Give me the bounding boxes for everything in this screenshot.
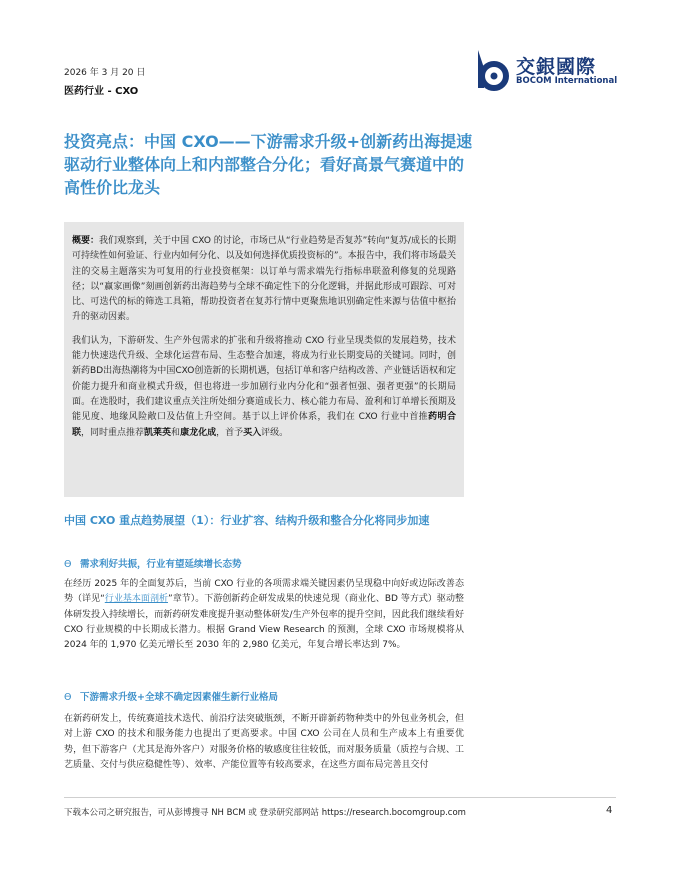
- logo-english-name: BOCOM International: [516, 76, 618, 86]
- body-paragraph-2: 在新药研发上，传统赛道技术迭代、前沿疗法突破瓶颈，不断开辟新药物种类中的外包业务机会，但对上游 CXO 的技术和服务能力也提出了更高要求。中国 CXO 公司在人员和生产成本上有重要优势，但下游客户（尤其是海外客户）对服务价格的敏感度往往较低，而对服务质量（质控与合规、工艺质量、交付与供应稳健性等）、效率、产能位置等有较高要求，在这些方面布局完善且交付: [64, 714, 464, 770]
- recommended-company-1: 凯莱英: [144, 427, 172, 438]
- body-paragraph-1: [64, 577, 464, 653]
- bullet-heading-2-text: 下游需求升级+全球不确定因素催生新行业格局: [80, 692, 278, 703]
- summary-paragraph-2: [72, 334, 456, 441]
- summary-p2-text-e: 评级。: [261, 427, 289, 438]
- bullet-heading-1-text: 需求利好共振，行业有望延续增长态势: [80, 559, 242, 570]
- summary-p2-text-a: 我们认为，下游研发、生产外包需求的扩张和升级将推动 CXO 行业呈现类似的发展趋势，技术能力快速迭代升级、全球化运营布局、生态整合加速，将成为行业长期变局的关键词。同时，创新药BD出海热潮将为中国CXO创造新的长期机遇，包括订单和客户结构改善、产业链话语权和定价能力提升和商业模式升级，但也将进一步加剧行业内分化和“强者恒强、强者更强”的长期局面。在选股时，我们建议重点关注所处细分赛道成长力、核心能力布局、盈利和订单增长预期及能见度、地缘风险敞口及估值上升空间。基于以上评价体系，我们在 CXO 行业中首推: [72, 335, 456, 423]
- para1-text-a: 在经历 2025 年的全面复苏后，当前 CXO 行业的各项需求端关键因素仍呈现稳中向好或边际改善态势（详见“: [64, 579, 464, 605]
- summary-label: 概要：: [72, 236, 100, 246]
- top-pick-company: 药明合联: [72, 412, 456, 438]
- summary-p2-text-c: 和: [171, 427, 181, 438]
- report-date: 2026 年 3 月 20 日: [64, 68, 146, 78]
- rating-label: 买入: [243, 427, 262, 438]
- logo-chinese-name: 交銀國際: [516, 56, 597, 78]
- footer-download-note: 下载本公司之研究报告，可从彭博搜寻 NH BCM 或 登录研究部网站 https://research.bocomgroup.com: [64, 808, 466, 818]
- footer-divider: [64, 797, 616, 798]
- industry-fundamentals-link[interactable]: 行业基本面剖析: [104, 594, 168, 605]
- report-title: 投资亮点：中国 CXO——下游需求升级+创新药出海提速驱动行业整体向上和内部整合分化；看好高景气赛道中的高性价比龙头: [64, 132, 473, 197]
- section-title: 中国 CXO 重点趋势展望（1）：行业扩容、结构升级和整合分化将同步加速: [64, 514, 430, 527]
- page-number: 4: [606, 805, 613, 816]
- theta-bullet-icon: ϴ: [64, 692, 72, 703]
- bocom-logo: [472, 48, 632, 92]
- industry-label: 医药行业 - CXO: [64, 86, 139, 97]
- bullet-heading-1: [64, 556, 242, 570]
- summary-paragraph-1: [72, 234, 456, 326]
- bocom-logo-icon: [472, 48, 512, 92]
- summary-p2-text-d: ，首予: [216, 427, 244, 438]
- para1-text-b: ”章节）。下游创新药企研发成果的快速兑现（商业化、BD 等方式）驱动整体研发投入持续增长，而新药研发难度提升驱动整体研发/生产外包率的提升空间，因此我们继续看好 CXO 行业规模的中长期成长潜力。根据 Grand View Research 的预测，全球 CXO 市场规模将从 2024 年的 1,970 亿美元增长至 2030 年的 2,980 亿美元，年复合增长率达到 7%。: [64, 594, 464, 651]
- recommended-company-2: 康龙化成: [180, 427, 217, 438]
- bullet-heading-2: [64, 689, 278, 703]
- theta-bullet-icon: ϴ: [64, 559, 72, 570]
- summary-p1-text: 我们观察到，关于中国 CXO 的讨论，市场已从“行业趋势是否复苏”转向“复苏/成长的长期可持续性如何验证、行业内如何分化、以及如何选择优质投资标的”。本报告中，我们将市场最关注的交易主题落实为可复用的行业投资框架：以订单与需求端先行指标串联盈利修复的兑现路径；以“赢家画像”刻画创新药出海趋势与全球不确定性下的分化逻辑，并据此形成可跟踪、可对比、可迭代的标的筛选工具箱，帮助投资者在复苏行情中更聚焦地识别确定性来源与估值中枢抬升的驱动因素。: [72, 236, 456, 323]
- summary-box: [64, 222, 464, 497]
- summary-p2-text-b: ，同时重点推荐: [81, 427, 145, 438]
